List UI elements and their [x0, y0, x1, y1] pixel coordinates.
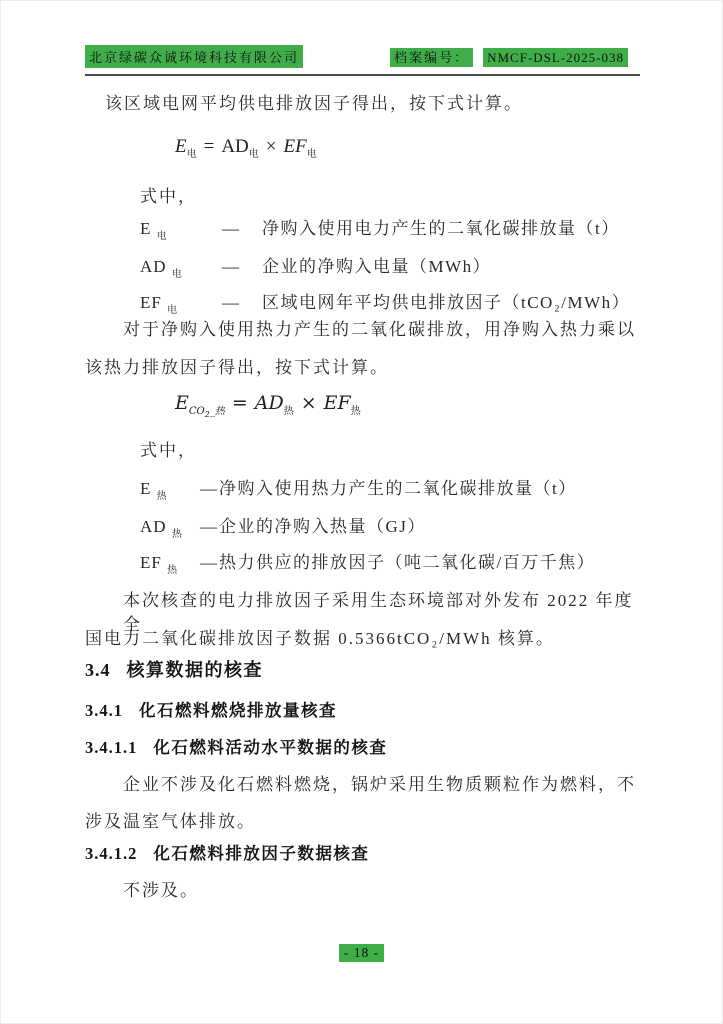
formula-lhs-sub: CO2_热 — [188, 406, 225, 419]
heading-number: 3.4.1.1 — [85, 738, 138, 757]
formula-term1: AD — [254, 392, 284, 414]
heading-title: 化石燃料活动水平数据的核查 — [153, 738, 388, 757]
heading-title: 核算数据的核查 — [126, 660, 263, 680]
formula-term2-sub: 电 — [306, 149, 317, 160]
definition-term: E $_电$ — [140, 219, 167, 242]
page-header — [85, 45, 628, 68]
equals-sign: = — [203, 136, 215, 157]
definition-term: AD $_热$ — [140, 517, 182, 540]
formula-term1-sub: 电 — [248, 149, 259, 160]
definition-desc: 净购入使用电力产生的二氧化碳排放量（t） — [262, 219, 620, 238]
where-clause-1: 式中， — [140, 187, 197, 206]
archive-number-value: NMCF-DSL-2025-038 — [483, 48, 628, 67]
definition-dash: — — [200, 517, 219, 536]
equals-sign: = — [231, 392, 248, 414]
paragraph-fossil-line2: 涉及温室气体排放。 — [85, 812, 256, 831]
company-name: 北京绿碳众诚环境科技有限公司 — [85, 45, 303, 68]
formula-lhs-sub: 电 — [186, 149, 197, 160]
definition-desc: 企业的净购入电量（MWh） — [262, 257, 492, 276]
formula-term1-sub: 热 — [283, 406, 294, 417]
definition-desc: 净购入使用热力产生的二氧化碳排放量（t） — [219, 479, 577, 498]
heading-title: 化石燃料燃烧排放量核查 — [139, 701, 337, 720]
heading-number: 3.4.1 — [85, 701, 123, 720]
definition-dash: — — [222, 257, 241, 276]
paragraph-not-applicable: 不涉及。 — [123, 881, 199, 900]
formula-electricity — [85, 135, 643, 167]
paragraph-factor-line1: 本次核查的电力排放因子采用生态环境部对外发布 2022 年度全 — [123, 591, 634, 634]
section-heading-3-4 — [85, 658, 643, 682]
page-number: - 18 - — [339, 944, 384, 962]
formula-lhs: E — [175, 392, 189, 414]
definition-row — [85, 515, 643, 547]
paragraph-heat-line1: 对于净购入使用热力产生的二氧化碳排放，用净购入热力乘以 — [123, 320, 636, 339]
formula-heat — [85, 391, 643, 427]
times-sign: × — [300, 392, 317, 414]
definition-row — [85, 217, 643, 249]
formula-term2-sub: 热 — [350, 406, 361, 417]
definition-term: E $_热$ — [140, 479, 167, 502]
archive-number-label: 档案编号： — [390, 48, 473, 67]
page-footer — [0, 944, 723, 962]
header-divider — [85, 74, 640, 76]
definition-dash: — — [222, 219, 241, 238]
definition-dash: — — [200, 553, 219, 572]
definition-desc: 区域电网年平均供电排放因子（tCO₂/MWh） — [262, 293, 631, 312]
formula-term2: EF — [283, 136, 307, 157]
formula-term2: EF — [323, 392, 351, 414]
paragraph-factor-line2: 国电力二氧化碳排放因子数据 0.5366tCO₂/MWh 核算。 — [85, 629, 555, 648]
definition-dash: — — [222, 293, 241, 312]
section-heading-3-4-1-2 — [85, 842, 643, 866]
definition-term: EF $_热$ — [140, 553, 178, 576]
paragraph-grid-intro: 该区域电网平均供电排放因子得出，按下式计算。 — [105, 94, 523, 113]
where-clause-2: 式中， — [140, 441, 197, 460]
definition-desc: 热力供应的排放因子（吨二氧化碳/百万千焦） — [219, 553, 596, 572]
section-heading-3-4-1 — [85, 699, 643, 723]
formula-term1: AD — [221, 136, 249, 157]
paragraph-fossil-line1: 企业不涉及化石燃料燃烧，锅炉采用生物质颗粒作为燃料，不 — [123, 775, 636, 794]
heading-title: 化石燃料排放因子数据核查 — [153, 844, 370, 863]
archive-number — [390, 47, 628, 66]
heading-number: 3.4 — [85, 660, 111, 680]
heading-number: 3.4.1.2 — [85, 844, 138, 863]
definition-desc: 企业的净购入热量（GJ） — [219, 517, 426, 536]
paragraph-heat-line2: 该热力排放因子得出，按下式计算。 — [85, 358, 389, 377]
formula-lhs: E — [175, 136, 187, 157]
definition-term: EF $_电$ — [140, 293, 178, 316]
section-heading-3-4-1-1 — [85, 736, 643, 760]
definition-row — [85, 551, 643, 583]
definition-dash: — — [200, 479, 219, 498]
definition-row — [85, 477, 643, 509]
times-sign: × — [265, 136, 277, 157]
definition-row — [85, 255, 643, 287]
definition-term: AD $_电$ — [140, 257, 182, 280]
